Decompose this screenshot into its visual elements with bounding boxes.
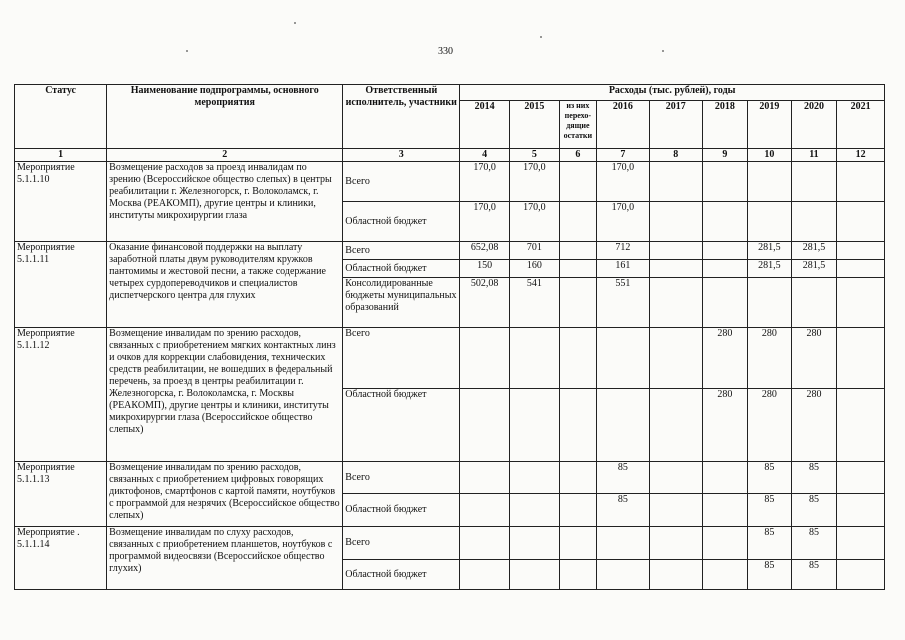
cell-value: 701 <box>510 242 560 260</box>
row-name: Возмещение расходов за проезд инвалидам по зрению (Всероссийское общество слепых) в центры реабилитации г. Железногорск, г. Волоколамск, г. Москва (РЕАКОМП), другие центры и клиники, институты микрохирургии глаза <box>107 162 343 242</box>
row-name: Оказание финансовой поддержки на выплату заработной платы двум руководителям кружков пантомимы и жестовой песни, а также содержание четырех сурдопереводчиков и специалистов диспетчерского центра для глухих <box>107 242 343 328</box>
row-responsible: Всего <box>343 162 460 202</box>
cell-value <box>649 560 702 590</box>
cell-value <box>702 560 748 590</box>
cell-value: 85 <box>597 494 650 527</box>
cell-value <box>460 389 510 462</box>
cell-value: 281,5 <box>791 260 837 278</box>
cell-value <box>837 328 885 389</box>
table-row <box>15 527 885 560</box>
cell-value <box>837 162 885 202</box>
col-number: 9 <box>702 149 748 162</box>
header-year: 2020 <box>791 101 837 149</box>
cell-value <box>597 560 650 590</box>
row-responsible: Всего <box>343 328 460 389</box>
cell-value <box>649 260 702 278</box>
cell-value: 150 <box>460 260 510 278</box>
cell-value <box>748 202 791 242</box>
cell-value <box>837 494 885 527</box>
table-row <box>15 462 885 494</box>
cell-value <box>649 162 702 202</box>
cell-value <box>649 389 702 462</box>
row-status: Мероприятие 5.1.1.11 <box>15 242 107 328</box>
col-number: 3 <box>343 149 460 162</box>
cell-value <box>510 462 560 494</box>
cell-value <box>559 494 596 527</box>
row-name: Возмещение инвалидам по зрению расходов, связанных с приобретением мягких контактных линз и очков для коррекции слабовидения, технических средств реабилитации, не вошедших в федеральный перечень, за проезд в центры реабилитации г. Железногорска, г. Волоколамска, г. Москвы (РЕАКОМП), другие центры и клиники, институты микрохирургии глаза (Всероссийское общество слепых) <box>107 328 343 462</box>
column-number-row <box>15 149 885 162</box>
cell-value: 280 <box>791 328 837 389</box>
cell-value <box>702 202 748 242</box>
cell-value <box>559 389 596 462</box>
header-carryover: из них перехо-дящие остатки <box>559 101 596 149</box>
table-row <box>15 162 885 202</box>
row-responsible: Всего <box>343 462 460 494</box>
cell-value: 85 <box>748 560 791 590</box>
cell-value <box>559 462 596 494</box>
cell-value <box>559 560 596 590</box>
cell-value <box>837 242 885 260</box>
cell-value: 85 <box>748 462 791 494</box>
cell-value <box>559 162 596 202</box>
cell-value <box>837 278 885 328</box>
cell-value <box>597 527 650 560</box>
col-number: 8 <box>649 149 702 162</box>
cell-value <box>510 389 560 462</box>
header-year: 2021 <box>837 101 885 149</box>
cell-value <box>510 560 560 590</box>
cell-value: 85 <box>791 462 837 494</box>
cell-value <box>791 162 837 202</box>
cell-value <box>460 560 510 590</box>
cell-value: 281,5 <box>791 242 837 260</box>
cell-value: 170,0 <box>510 202 560 242</box>
cell-value <box>460 462 510 494</box>
cell-value: 652,08 <box>460 242 510 260</box>
cell-value <box>460 328 510 389</box>
cell-value: 502,08 <box>460 278 510 328</box>
row-responsible: Всего <box>343 527 460 560</box>
cell-value: 85 <box>748 527 791 560</box>
col-number: 7 <box>597 149 650 162</box>
cell-value <box>837 260 885 278</box>
col-number: 10 <box>748 149 791 162</box>
row-responsible: Областной бюджет <box>343 260 460 278</box>
cell-value <box>702 242 748 260</box>
cell-value: 281,5 <box>748 242 791 260</box>
cell-value: 160 <box>510 260 560 278</box>
cell-value <box>837 202 885 242</box>
cell-value: 280 <box>791 389 837 462</box>
cell-value <box>597 328 650 389</box>
cell-value <box>791 202 837 242</box>
cell-value <box>559 242 596 260</box>
row-status: Мероприятие 5.1.1.12 <box>15 328 107 462</box>
cell-value <box>649 278 702 328</box>
row-responsible: Всего <box>343 242 460 260</box>
row-responsible: Областной бюджет <box>343 560 460 590</box>
cell-value: 541 <box>510 278 560 328</box>
row-status: Мероприятие . 5.1.1.14 <box>15 527 107 590</box>
cell-value <box>791 278 837 328</box>
row-status: Мероприятие 5.1.1.13 <box>15 462 107 527</box>
col-number: 1 <box>15 149 107 162</box>
cell-value <box>837 389 885 462</box>
cell-value <box>559 202 596 242</box>
row-name: Возмещение инвалидам по слуху расходов, связанных с приобретением планшетов, ноутбуков с программой видеосвязи (Всероссийское общество глухих) <box>107 527 343 590</box>
cell-value <box>702 162 748 202</box>
cell-value <box>702 527 748 560</box>
cell-value <box>559 260 596 278</box>
cell-value <box>649 242 702 260</box>
cell-value <box>649 494 702 527</box>
header-expenses: Расходы (тыс. рублей), годы <box>460 85 885 101</box>
header-year: 2015 <box>510 101 560 149</box>
cell-value: 85 <box>597 462 650 494</box>
cell-value: 170,0 <box>597 202 650 242</box>
row-responsible: Областной бюджет <box>343 494 460 527</box>
cell-value: 170,0 <box>597 162 650 202</box>
cell-value <box>702 494 748 527</box>
cell-value <box>460 527 510 560</box>
header-year: 2016 <box>597 101 650 149</box>
cell-value <box>649 328 702 389</box>
header-year: 2017 <box>649 101 702 149</box>
scan-speck <box>186 50 188 52</box>
col-number: 2 <box>107 149 343 162</box>
col-number: 5 <box>510 149 560 162</box>
cell-value: 170,0 <box>460 202 510 242</box>
cell-value: 280 <box>748 328 791 389</box>
cell-value: 281,5 <box>748 260 791 278</box>
header-year: 2018 <box>702 101 748 149</box>
row-responsible: Областной бюджет <box>343 202 460 242</box>
header-name: Наименование подпрограммы, основного мероприятия <box>107 85 343 149</box>
table-row <box>15 328 885 389</box>
cell-value <box>649 202 702 242</box>
scan-speck <box>294 22 296 24</box>
header-year: 2019 <box>748 101 791 149</box>
header-status: Статус <box>15 85 107 149</box>
cell-value <box>649 462 702 494</box>
cell-value <box>510 494 560 527</box>
cell-value: 280 <box>748 389 791 462</box>
cell-value: 280 <box>702 389 748 462</box>
row-name: Возмещение инвалидам по зрению расходов, связанных с приобретением цифровых говорящих диктофонов, смартфонов с картой памяти, ноутбуков с программой для незрячих (Всероссийское общество слепых) <box>107 462 343 527</box>
col-number: 11 <box>791 149 837 162</box>
row-responsible: Консолидированные бюджеты муниципальных образований <box>343 278 460 328</box>
cell-value <box>510 527 560 560</box>
scan-speck <box>540 36 542 38</box>
scan-speck <box>662 50 664 52</box>
col-number: 12 <box>837 149 885 162</box>
cell-value <box>597 389 650 462</box>
expenses-table <box>14 84 885 590</box>
cell-value: 712 <box>597 242 650 260</box>
cell-value <box>748 278 791 328</box>
row-responsible: Областной бюджет <box>343 389 460 462</box>
cell-value <box>837 527 885 560</box>
page-number: 330 <box>438 46 453 57</box>
cell-value <box>702 260 748 278</box>
row-status: Мероприятие 5.1.1.10 <box>15 162 107 242</box>
cell-value: 85 <box>791 560 837 590</box>
cell-value <box>748 162 791 202</box>
cell-value <box>559 278 596 328</box>
cell-value <box>510 328 560 389</box>
cell-value <box>559 527 596 560</box>
cell-value: 161 <box>597 260 650 278</box>
col-number: 6 <box>559 149 596 162</box>
cell-value <box>702 278 748 328</box>
cell-value: 551 <box>597 278 650 328</box>
table-row <box>15 242 885 260</box>
cell-value: 85 <box>791 527 837 560</box>
cell-value: 170,0 <box>460 162 510 202</box>
cell-value <box>649 527 702 560</box>
cell-value <box>837 462 885 494</box>
cell-value: 280 <box>702 328 748 389</box>
cell-value: 85 <box>791 494 837 527</box>
cell-value <box>559 328 596 389</box>
col-number: 4 <box>460 149 510 162</box>
cell-value <box>702 462 748 494</box>
cell-value: 170,0 <box>510 162 560 202</box>
cell-value: 85 <box>748 494 791 527</box>
header-responsible: Ответственный исполнитель, участники <box>343 85 460 149</box>
cell-value <box>837 560 885 590</box>
cell-value <box>460 494 510 527</box>
header-year: 2014 <box>460 101 510 149</box>
